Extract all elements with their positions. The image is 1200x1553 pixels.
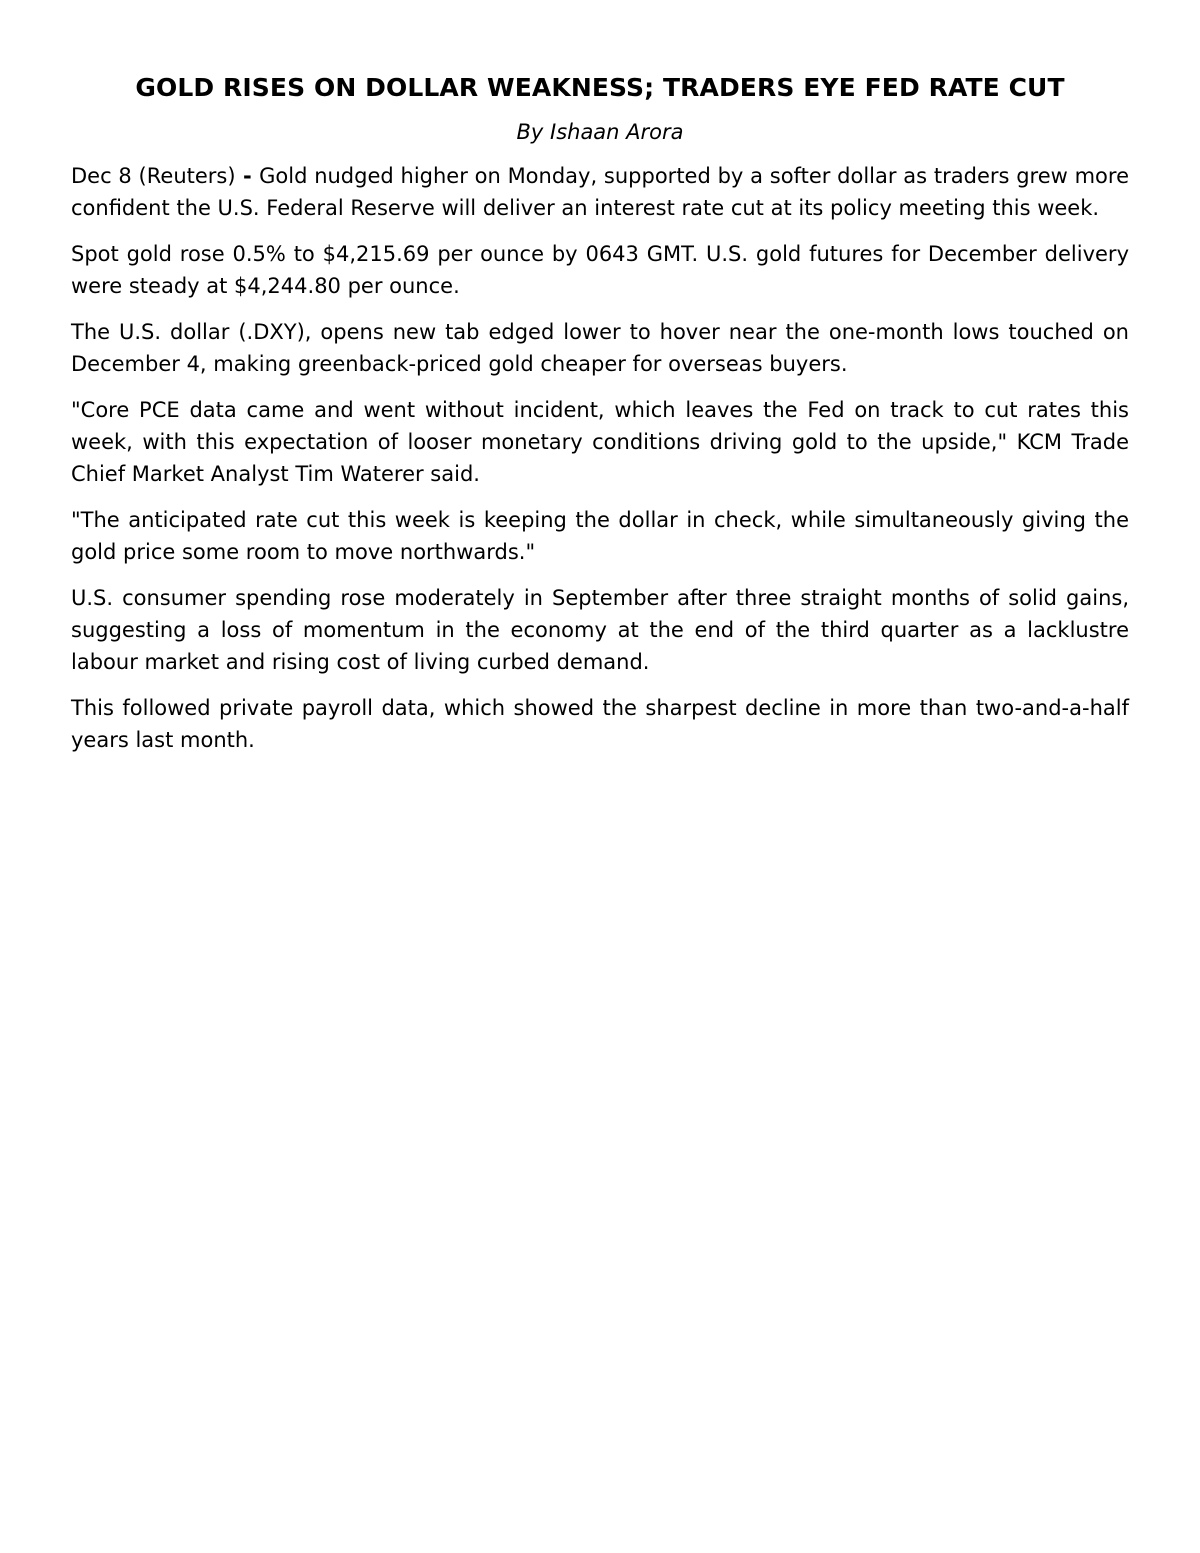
paragraph-text: Gold nudged higher on Monday, supported by a softer dollar as traders grew more confident the U.S. Federal Reserve will deliver an interest rate cut at its policy meeting this week.	[71, 164, 1129, 220]
article-paragraph-1	[71, 160, 1129, 224]
article-paragraph-7: This followed private payroll data, which showed the sharpest decline in more than two-and-a-half years last month.	[71, 696, 1129, 752]
article-headline: GOLD RISES ON DOLLAR WEAKNESS; TRADERS EYE FED RATE CUT	[135, 73, 1065, 102]
article-byline: By Ishaan Arora	[516, 120, 684, 144]
article-paragraph-2: Spot gold rose 0.5% to $4,215.69 per ounce by 0643 GMT. U.S. gold futures for December delivery were steady at $4,244.80 per ounce.	[71, 242, 1129, 298]
document-page	[71, 68, 1129, 770]
article-paragraph-4: "Core PCE data came and went without incident, which leaves the Fed on track to cut rates this week, with this expectation of looser monetary conditions driving gold to the upside," KCM Trade Chief Market Analyst Tim Waterer said.	[71, 398, 1129, 486]
article-paragraph-5: "The anticipated rate cut this week is keeping the dollar in check, while simultaneously giving the gold price some room to move northwards."	[71, 508, 1129, 564]
dateline-separator: -	[235, 164, 260, 188]
article-dateline: Dec 8 (Reuters)	[71, 164, 236, 188]
article-paragraph-3: The U.S. dollar (.DXY), opens new tab edged lower to hover near the one-month lows touched on December 4, making greenback-priced gold cheaper for overseas buyers.	[71, 320, 1129, 376]
article-paragraph-6: U.S. consumer spending rose moderately in September after three straight months of solid gains, suggesting a loss of momentum in the economy at the end of the third quarter as a lacklustre labour market and rising cost of living curbed demand.	[71, 586, 1129, 674]
article-body	[71, 160, 1129, 756]
